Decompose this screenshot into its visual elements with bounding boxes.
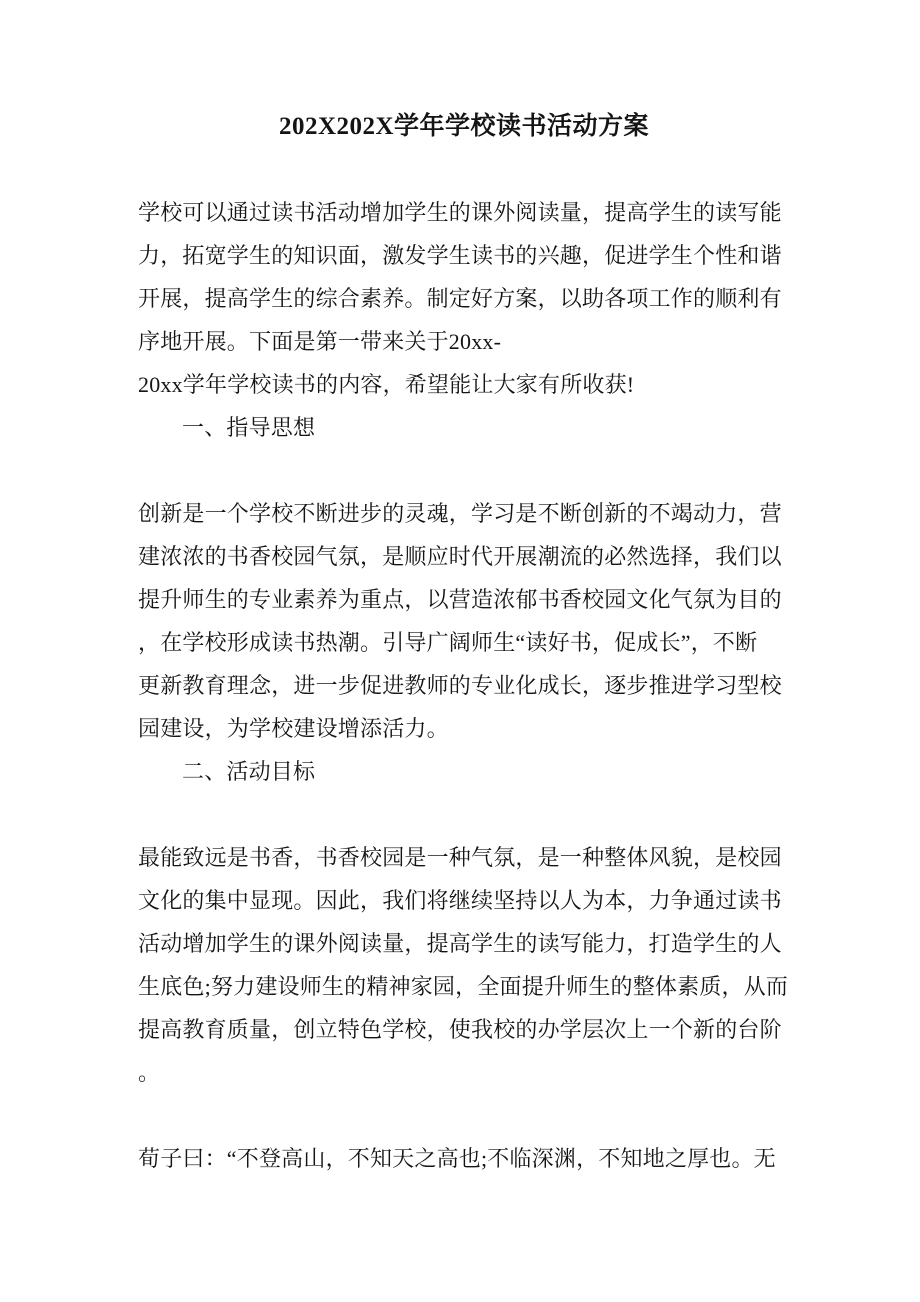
text-line: 开展，提高学生的综合素养。制定好方案，以助各项工作的顺利有 <box>138 286 782 311</box>
section-heading-line: 二、活动目标 <box>182 759 316 784</box>
section-heading-line: 一、指导思想 <box>182 415 316 440</box>
text-line: 活动增加学生的课外阅读量，提高学生的读写能力，打造学生的人 <box>138 931 782 956</box>
text-line: 序地开展。下面是第一带来关于20xx- <box>138 329 502 354</box>
paragraph <box>138 836 790 1094</box>
paragraph <box>138 492 790 793</box>
paragraph <box>138 1137 790 1180</box>
text-line: 力，拓宽学生的知识面，激发学生读书的兴趣，促进学生个性和谐 <box>138 243 782 268</box>
text-line: 生底色;努力建设师生的精神家园，全面提升师生的整体素质，从而 <box>138 974 789 999</box>
text-line: 园建设，为学校建设增添活力。 <box>138 716 449 741</box>
text-line: 创新是一个学校不断进步的灵魂，学习是不断创新的不竭动力，营 <box>138 501 782 526</box>
text-line: 荀子曰：“不登高山，不知天之高也;不临深渊，不知地之厚也。无 <box>138 1146 776 1171</box>
text-line: ，在学校形成读书热潮。引导广阔师生“读好书，促成长”，不断 <box>138 630 758 655</box>
document-body <box>138 105 790 1223</box>
text-line: 学校可以通过读书活动增加学生的课外阅读量，提高学生的读写能 <box>138 200 782 225</box>
text-line: 最能致远是书香，书香校园是一种气氛，是一种整体风貌，是校园 <box>138 845 782 870</box>
paragraph <box>138 191 790 449</box>
document-paragraphs <box>138 191 790 1180</box>
text-line: 建浓浓的书香校园气氛，是顺应时代开展潮流的必然选择，我们以 <box>138 544 782 569</box>
text-line: 。 <box>138 1060 161 1085</box>
document-title: 202X202X学年学校读书活动方案 <box>278 113 650 140</box>
text-line: 文化的集中显现。因此，我们将继续坚持以人为本，力争通过读书 <box>138 888 782 913</box>
text-line: 20xx学年学校读书的内容，希望能让大家有所收获! <box>138 372 635 397</box>
text-line: 更新教育理念，进一步促进教师的专业化成长，逐步推进学习型校 <box>138 673 782 698</box>
text-line: 提升师生的专业素养为重点，以营造浓郁书香校园文化气氛为目的 <box>138 587 782 612</box>
text-line: 提高教育质量，创立特色学校，使我校的办学层次上一个新的台阶 <box>138 1017 782 1042</box>
